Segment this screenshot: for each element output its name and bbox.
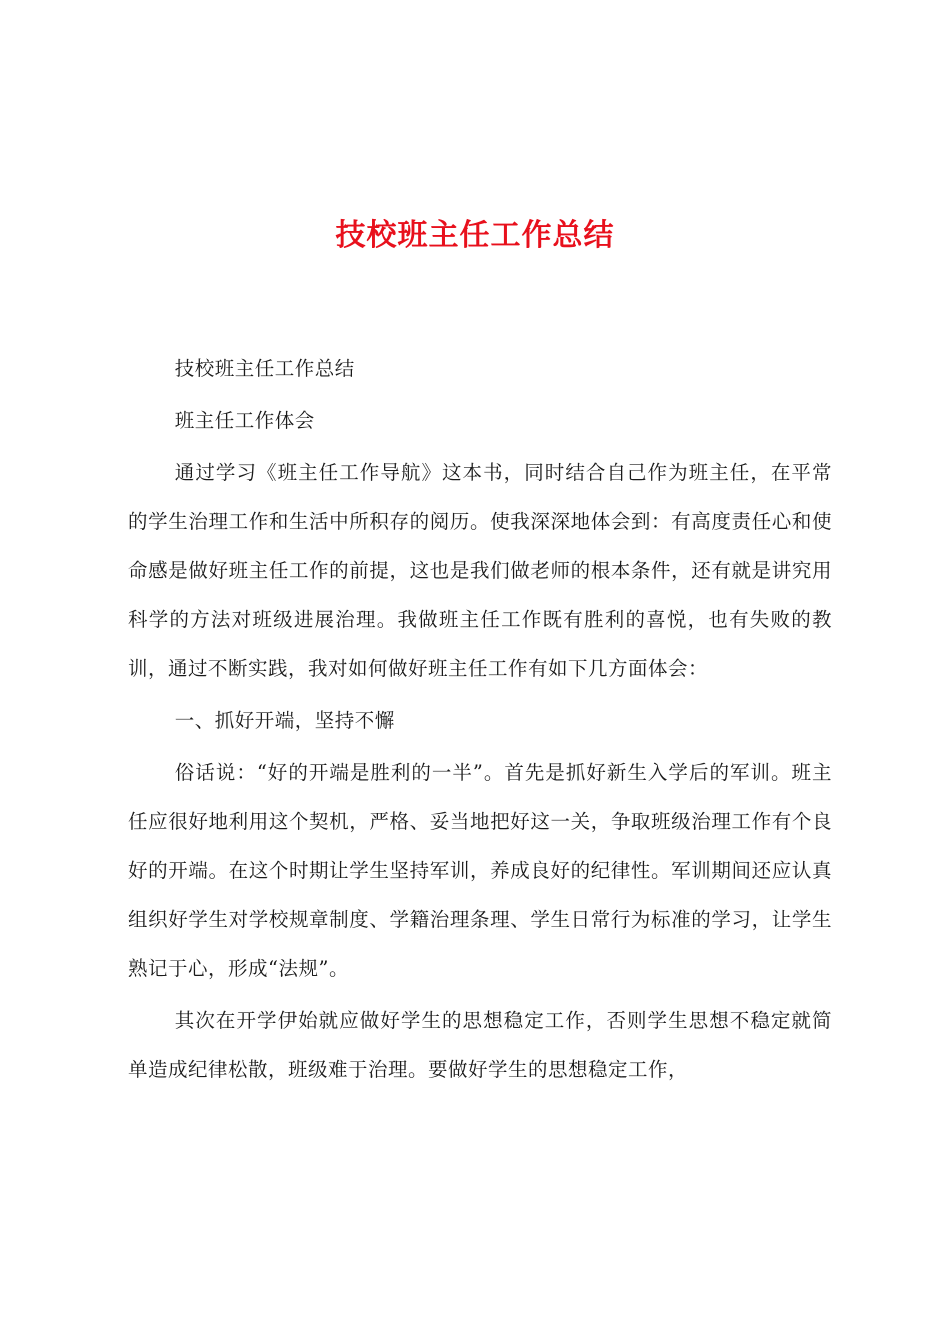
document-body	[128, 344, 832, 1097]
paragraph-intro: 通过学习《班主任工作导航》这本书，同时结合自己作为班主任，在平常的学生治理工作和生活中所积存的阅历。使我深深地体会到：有高度责任心和使命感是做好班主任工作的前提，这也是我们做老师的根本条件，还有就是讲究用科学的方法对班级进展治理。我做班主任工作既有胜利的喜悦，也有失败的教训，通过不断实践，我对如何做好班主任工作有如下几方面体会：	[128, 461, 832, 680]
paragraph-heading: 技校班主任工作总结	[174, 357, 355, 380]
paragraph-section-1-continued: 其次在开学伊始就应做好学生的思想稳定工作，否则学生思想不稳定就简单造成纪律松散，班级难于治理。要做好学生的思想稳定工作，	[128, 1009, 832, 1081]
paragraph-section-1: 俗话说：“好的开端是胜利的一半”。首先是抓好新生入学后的军训。班主任应很好地利用这个契机，严格、妥当地把好这一关，争取班级治理工作有个良好的开端。在这个时期让学生坚持军训，养成良好的纪律性。军训期间还应认真组织好学生对学校规章制度、学籍治理条理、学生日常行为标准的学习，让学生熟记于心，形成“法规”。	[128, 761, 832, 980]
document-title: 技校班主任工作总结	[335, 218, 615, 253]
paragraph-subheading: 班主任工作体会	[174, 409, 315, 432]
section-heading-1: 一、抓好开端，坚持不懈	[174, 709, 395, 732]
